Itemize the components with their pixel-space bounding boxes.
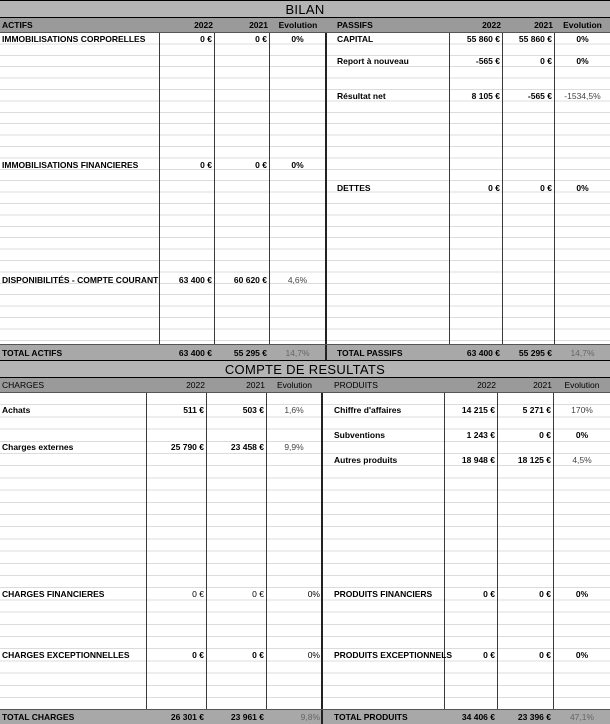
produit-label: PRODUITS EXCEPTIONNELS [334, 650, 453, 660]
actif-label: IMMOBILISATIONS FINANCIERES [2, 160, 139, 170]
passif-evolution: 0% [576, 183, 589, 193]
total-charges-2022: 26 301 € [170, 712, 204, 722]
produit-2022: 14 215 € [461, 405, 495, 415]
total-charges-2021: 23 961 € [230, 712, 264, 722]
passif-label: CAPITAL [337, 34, 374, 44]
bilan-total-row [0, 344, 610, 360]
actif-2022: 0 € [200, 34, 212, 44]
actifs-header-label: ACTIFS [2, 20, 33, 30]
charge-label: Charges externes [2, 442, 74, 452]
actif-evolution: 0% [291, 34, 304, 44]
bilan-center-divider [325, 345, 327, 360]
actifs-header-evolution: Evolution [278, 20, 318, 30]
total-produits-2022: 34 406 € [461, 712, 495, 722]
actifs-header-2022: 2022 [194, 20, 213, 30]
produit-evolution: 170% [571, 405, 593, 415]
total-actifs-evolution: 14,7% [285, 348, 310, 358]
passif-evolution: 0% [576, 34, 589, 44]
passif-2021: 0 € [540, 56, 552, 66]
charge-label: Achats [2, 405, 31, 415]
produits-header-2021: 2021 [533, 380, 552, 390]
passif-2021: 0 € [540, 183, 552, 193]
produit-2022: 18 948 € [461, 455, 495, 465]
passifs-header-label: PASSIFS [337, 20, 373, 30]
charge-evolution: 0% [307, 650, 320, 660]
bilan-title: BILAN [0, 0, 610, 18]
total-charges-label: TOTAL CHARGES [2, 712, 75, 722]
bilan-divider [214, 33, 215, 344]
charge-evolution: 9,9% [284, 442, 304, 452]
charge-2022: 511 € [183, 405, 204, 415]
charge-2021: 503 € [242, 405, 264, 415]
total-produits-evolution: 47,1% [569, 712, 595, 722]
produit-evolution: 0% [575, 589, 589, 599]
charge-2021: 0 € [252, 589, 264, 599]
produit-2022: 0 € [483, 589, 495, 599]
passif-evolution: 0% [576, 56, 589, 66]
charge-evolution: 0% [307, 589, 320, 599]
passif-evolution: -1534,5% [564, 91, 601, 101]
produit-evolution: 4,5% [572, 455, 592, 465]
total-passifs-label: TOTAL PASSIFS [337, 348, 403, 358]
actif-label: DISPONIBILITÉS - COMPTE COURANT [2, 275, 159, 285]
total-produits-label: TOTAL PRODUITS [334, 712, 408, 722]
cr-header-row [0, 378, 610, 393]
total-passifs-2021: 55 295 € [518, 348, 552, 358]
produit-evolution: 0% [575, 650, 589, 660]
charge-label: CHARGES EXCEPTIONNELLES [2, 650, 130, 660]
produit-2021: 5 271 € [522, 405, 551, 415]
cr-total-row [0, 709, 610, 724]
actif-evolution: 4,6% [287, 275, 308, 285]
bilan-divider [269, 33, 270, 344]
cr-title: COMPTE DE RESULTATS [0, 360, 610, 378]
total-actifs-label: TOTAL ACTIFS [2, 348, 63, 358]
passif-label: Résultat net [337, 91, 386, 101]
produit-2021: 18 125 € [517, 455, 551, 465]
total-charges-evolution: 9,8% [300, 712, 320, 722]
passif-label: Report à nouveau [337, 56, 409, 66]
actif-2022: 63 400 € [178, 275, 212, 285]
bilan-divider [159, 33, 160, 344]
actif-evolution: 0% [291, 160, 304, 170]
charges-header-evolution: Evolution [277, 380, 312, 390]
passif-label: DETTES [337, 183, 371, 193]
bilan-header-row [0, 18, 610, 33]
charge-2022: 0 € [192, 589, 204, 599]
actif-2021: 0 € [255, 34, 267, 44]
passifs-header-evolution: Evolution [563, 20, 602, 30]
charge-2022: 0 € [192, 650, 204, 660]
produit-evolution: 0% [575, 430, 589, 440]
total-passifs-evolution: 14,7% [570, 348, 595, 358]
actifs-header-2021: 2021 [249, 20, 268, 30]
passif-2022: -565 € [475, 56, 500, 66]
actif-2021: 60 620 € [233, 275, 267, 285]
passifs-header-2022: 2022 [482, 20, 501, 30]
produits-header-2022: 2022 [477, 380, 496, 390]
actif-2021: 0 € [255, 160, 267, 170]
passif-2022: 55 860 € [466, 34, 500, 44]
produits-header-evolution: Evolution [564, 380, 600, 390]
charge-2021: 0 € [252, 650, 264, 660]
charge-2022: 25 790 € [170, 442, 204, 452]
cr-center-divider [321, 710, 323, 724]
produit-2021: 0 € [539, 650, 551, 660]
charges-header-2021: 2021 [246, 380, 265, 390]
produit-2022: 1 243 € [466, 430, 495, 440]
bilan-center-divider [325, 33, 327, 344]
produit-label: Subventions [334, 430, 386, 440]
produit-label: Autres produits [334, 455, 398, 465]
passif-2022: 8 105 € [471, 91, 500, 101]
passifs-header-2021: 2021 [534, 20, 553, 30]
charges-header-label: CHARGES [2, 380, 45, 390]
charge-2021: 23 458 € [230, 442, 264, 452]
total-actifs-2021: 55 295 € [233, 348, 267, 358]
produit-2022: 0 € [483, 650, 495, 660]
charges-header-2022: 2022 [186, 380, 205, 390]
passif-2021: -565 € [527, 91, 552, 101]
total-produits-2021: 23 396 € [517, 712, 551, 722]
passif-2021: 55 860 € [518, 34, 552, 44]
produit-2021: 0 € [539, 589, 551, 599]
charge-label: CHARGES FINANCIERES [2, 589, 105, 599]
passif-2022: 0 € [488, 183, 500, 193]
total-passifs-2022: 63 400 € [466, 348, 500, 358]
produit-label: PRODUITS FINANCIERS [334, 589, 433, 599]
charge-evolution: 1,6% [284, 405, 304, 415]
actif-label: IMMOBILISATIONS CORPORELLES [2, 34, 146, 44]
produit-label: Chiffre d'affaires [334, 405, 402, 415]
cr-body [0, 393, 610, 709]
cr-center-divider [321, 393, 323, 709]
produits-header-label: PRODUITS [334, 380, 378, 390]
bilan-body [0, 33, 610, 344]
produit-2021: 0 € [539, 430, 551, 440]
actif-2022: 0 € [200, 160, 212, 170]
total-actifs-2022: 63 400 € [178, 348, 212, 358]
